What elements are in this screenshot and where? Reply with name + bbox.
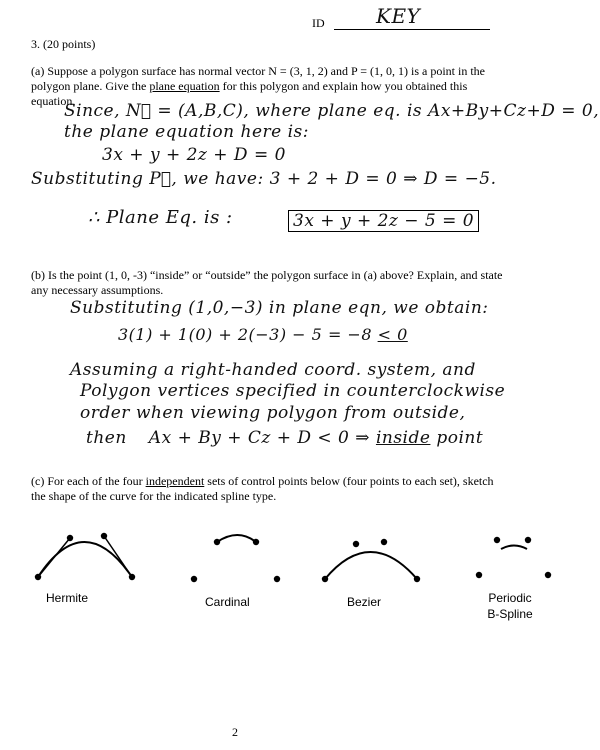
then-expression: Ax + By + Cz + D < 0 ⇒: [148, 428, 376, 448]
hermite-point: [129, 574, 135, 580]
bspline-point: [545, 572, 551, 578]
part-a-prompt-start: (a) Suppose a polygon surface has normal vector N = (3, 1, 2) and P = (1, 0, 1) is a point in the polygon plane. Give the: [31, 64, 485, 93]
part-c-prompt: [31, 474, 506, 504]
cardinal-point: [191, 576, 197, 582]
label-bezier: Bezier: [347, 595, 382, 609]
inside-result: inside: [375, 428, 431, 448]
boxed-plane-equation: 3x + y + 2z − 5 = 0: [288, 210, 479, 232]
answer-b-computation: [118, 325, 408, 344]
answer-a-line-3: 3x + y + 2z + D = 0: [102, 145, 286, 165]
label-hermite: Hermite: [46, 591, 89, 605]
bspline-point: [525, 537, 531, 543]
conclusion-line: [86, 428, 483, 448]
part-b-prompt: (b) Is the point (1, 0, -3) “inside” or “outside” the polygon surface in (a) above? Explain, and state any necessary assumptions.: [31, 268, 503, 297]
bezier-point: [353, 541, 359, 547]
bezier-point: [414, 576, 420, 582]
hermite-point: [101, 533, 107, 539]
bspline-point: [494, 537, 500, 543]
cardinal-point: [214, 539, 220, 545]
then-label: then: [86, 428, 127, 448]
part-c-prompt-end: sets of control points below (four points to each set), sketch the shape of the curve for the indicated spline type.: [31, 474, 494, 503]
assumption-line-1: Assuming a right-handed coord. system, and: [70, 360, 476, 380]
id-label: ID: [312, 16, 325, 30]
spline-sketches: [0, 520, 600, 600]
answer-a-line-1: Since, N⃗ = (A,B,C), where plane eq. is Ax+By+Cz+D = 0,: [64, 101, 600, 121]
cardinal-curve: [217, 535, 256, 542]
label-cardinal: Cardinal: [205, 595, 250, 609]
label-periodic-bspline: Periodic B-Spline: [487, 591, 533, 621]
bezier-point: [381, 539, 387, 545]
part-c-prompt-start: (c) For each of the four: [31, 474, 146, 488]
answer-a-line-4: Substituting P⃗, we have: 3 + 2 + D = 0 ⇒ D = −5.: [31, 169, 497, 189]
bezier-sketch: [322, 539, 420, 582]
then-suffix: point: [430, 428, 484, 448]
computation-result: < 0: [377, 325, 408, 344]
question-number: 3. (20 points): [31, 37, 96, 51]
id-value: KEY: [376, 4, 421, 28]
bspline-curve: [501, 546, 527, 550]
independent-term: independent: [145, 474, 205, 488]
part-a-plane-equation-term: plane equation: [149, 79, 220, 93]
cardinal-sketch: [191, 535, 280, 582]
bezier-curve: [325, 552, 417, 579]
bspline-sketch: [476, 537, 551, 578]
answer-b-line-1: Substituting (1,0,−3) in plane eqn, we obtain:: [70, 298, 489, 318]
bezier-point: [322, 576, 328, 582]
computation-expression: 3(1) + 1(0) + 2(−3) − 5 = −8: [118, 325, 378, 344]
page-number: 2: [232, 725, 238, 739]
hermite-tangent-end: [104, 536, 132, 577]
hermite-point: [67, 535, 73, 541]
hermite-tangent-start: [38, 538, 70, 577]
id-underline: [334, 29, 490, 30]
plane-eq-label: ∴ Plane Eq. is :: [88, 207, 233, 228]
cardinal-point: [253, 539, 259, 545]
answer-a-line-2: the plane equation here is:: [64, 122, 309, 142]
hermite-point: [35, 574, 41, 580]
assumption-line-2: Polygon vertices specified in counterclockwise: [80, 381, 506, 401]
bspline-point: [476, 572, 482, 578]
part-a-prompt-end: for this polygon and explain how you obtained this equation.: [31, 79, 468, 108]
cardinal-point: [274, 576, 280, 582]
assumption-line-3: order when viewing polygon from outside,: [80, 403, 466, 423]
hermite-sketch: [35, 533, 135, 580]
